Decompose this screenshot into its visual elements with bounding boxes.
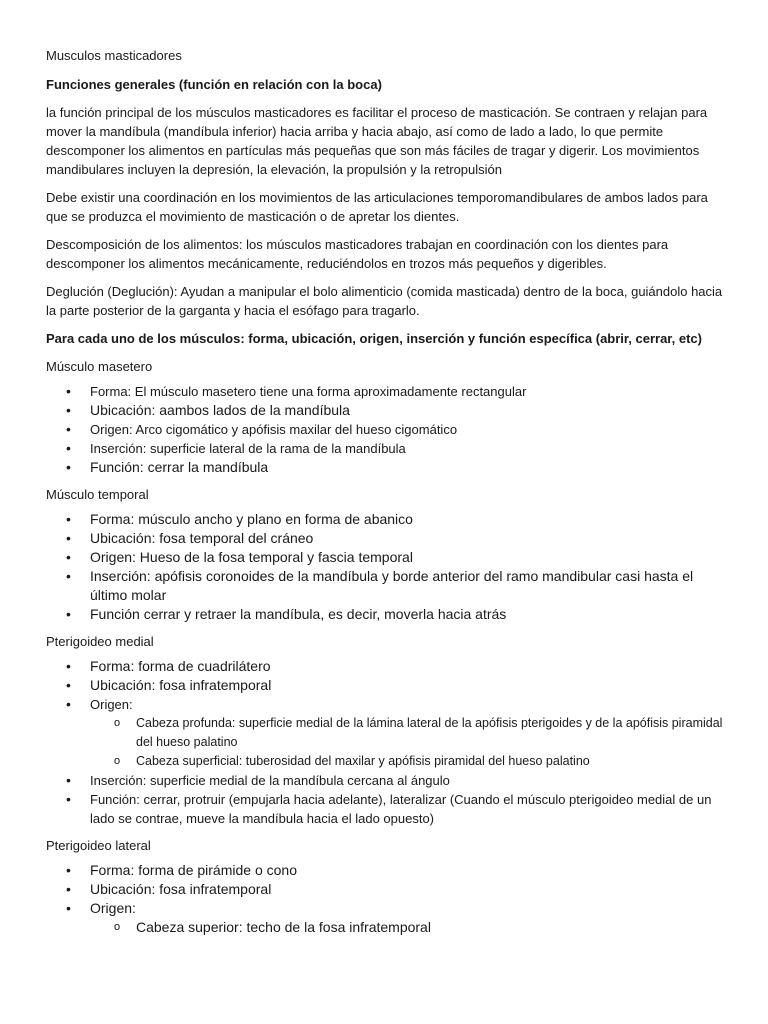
list-item: • Ubicación: fosa infratemporal — [90, 676, 728, 695]
list-item: • Forma: forma de cuadrilátero — [90, 657, 728, 676]
paragraph-coordination: Debe existir una coordinación en los movimientos de las articulaciones temporomandibulares de ambos lados para que se produzca el movimiento de masticación o de apretar los dientes. — [46, 190, 708, 224]
list-item: • Forma: forma de pirámide o cono — [90, 861, 728, 880]
list-item: • Forma: músculo ancho y plano en forma de abanico — [90, 510, 728, 529]
document-title: Musculos masticadores — [46, 48, 182, 63]
list-item — [90, 695, 728, 771]
muscle-title-pterigoideo-lateral: Pterigoideo lateral — [46, 838, 151, 853]
list-item: • Función: cerrar, protruir (empujarla hacia adelante), lateralizar (Cuando el músculo pterigoideo medial de un lado se contrae, mueve la mandíbula hacia el lado opuesto) — [90, 790, 728, 828]
muscle-title-pterigoideo-medial: Pterigoideo medial — [46, 634, 154, 649]
pterigoideo-lateral-list — [46, 861, 728, 937]
origen-label: Origen: — [90, 697, 133, 712]
list-item: • Inserción: apófisis coronoides de la mandíbula y borde anterior del ramo mandibular casi hasta el último molar — [90, 567, 728, 605]
paragraph-deglution: Deglución (Deglución): Ayudan a manipular el bolo alimenticio (comida masticada) dentro de la boca, guiándolo hacia la parte posterior de la garganta y hacia el esófago para tragarlo. — [46, 284, 723, 318]
origen-label: Origen: — [90, 900, 136, 916]
origen-sublist — [90, 714, 728, 771]
list-item: • Ubicación: fosa infratemporal — [90, 880, 728, 899]
list-item: • Ubicación: aambos lados de la mandíbula — [90, 401, 728, 420]
masetero-list — [46, 382, 728, 477]
paragraph-food-breakdown: Descomposición de los alimentos: los músculos masticadores trabajan en coordinación con los dientes para descomponer los alimentos mecánicamente, reduciéndolos en trozos más pequeños y digeribles. — [46, 237, 669, 271]
paragraph-main-function: la función principal de los músculos masticadores es facilitar el proceso de masticación. Se contraen y relajan para mover la mandíbula (mandíbula inferior) hacia arriba y hacia abajo, así como de lado a lado, lo que permite descomponer los alimentos en partículas más pequeñas que son más fáciles de tragar y digerir. Los movimientos mandibulares incluyen la depresión, la elevación, la propulsión y la retropulsión — [46, 105, 708, 177]
list-item: • Origen: Hueso de la fosa temporal y fascia temporal — [90, 548, 728, 567]
section-heading-general-functions: Funciones generales (función en relación con la boca) — [46, 77, 382, 92]
origen-sublist — [90, 918, 728, 937]
temporal-list — [46, 510, 728, 624]
list-item: • Forma: El músculo masetero tiene una forma aproximadamente rectangular — [90, 382, 728, 401]
pterigoideo-medial-list — [46, 657, 728, 828]
list-item: • Función cerrar y retraer la mandíbula, es decir, moverla hacia atrás — [90, 605, 728, 624]
section-heading-muscles: Para cada uno de los músculos: forma, ubicación, origen, inserción y función específica (abrir, cerrar, etc) — [46, 331, 702, 346]
list-item: • Función: cerrar la mandíbula — [90, 458, 728, 477]
sublist-item: o Cabeza profunda: superficie medial de la lámina lateral de la apófisis pterigoides y de la apófisis piramidal del hueso palatino — [136, 714, 728, 752]
list-item — [90, 899, 728, 937]
list-item: • Inserción: superficie lateral de la rama de la mandíbula — [90, 439, 728, 458]
list-item: • Inserción: superficie medial de la mandíbula cercana al ángulo — [90, 771, 728, 790]
muscle-title-temporal: Músculo temporal — [46, 487, 149, 502]
list-item: • Origen: Arco cigomático y apófisis maxilar del hueso cigomático — [90, 420, 728, 439]
muscle-title-masetero: Músculo masetero — [46, 359, 153, 374]
sublist-item: o Cabeza superior: techo de la fosa infratemporal — [136, 918, 728, 937]
sublist-item: o Cabeza superficial: tuberosidad del maxilar y apófisis piramidal del hueso palatino — [136, 752, 728, 771]
list-item: • Ubicación: fosa temporal del cráneo — [90, 529, 728, 548]
